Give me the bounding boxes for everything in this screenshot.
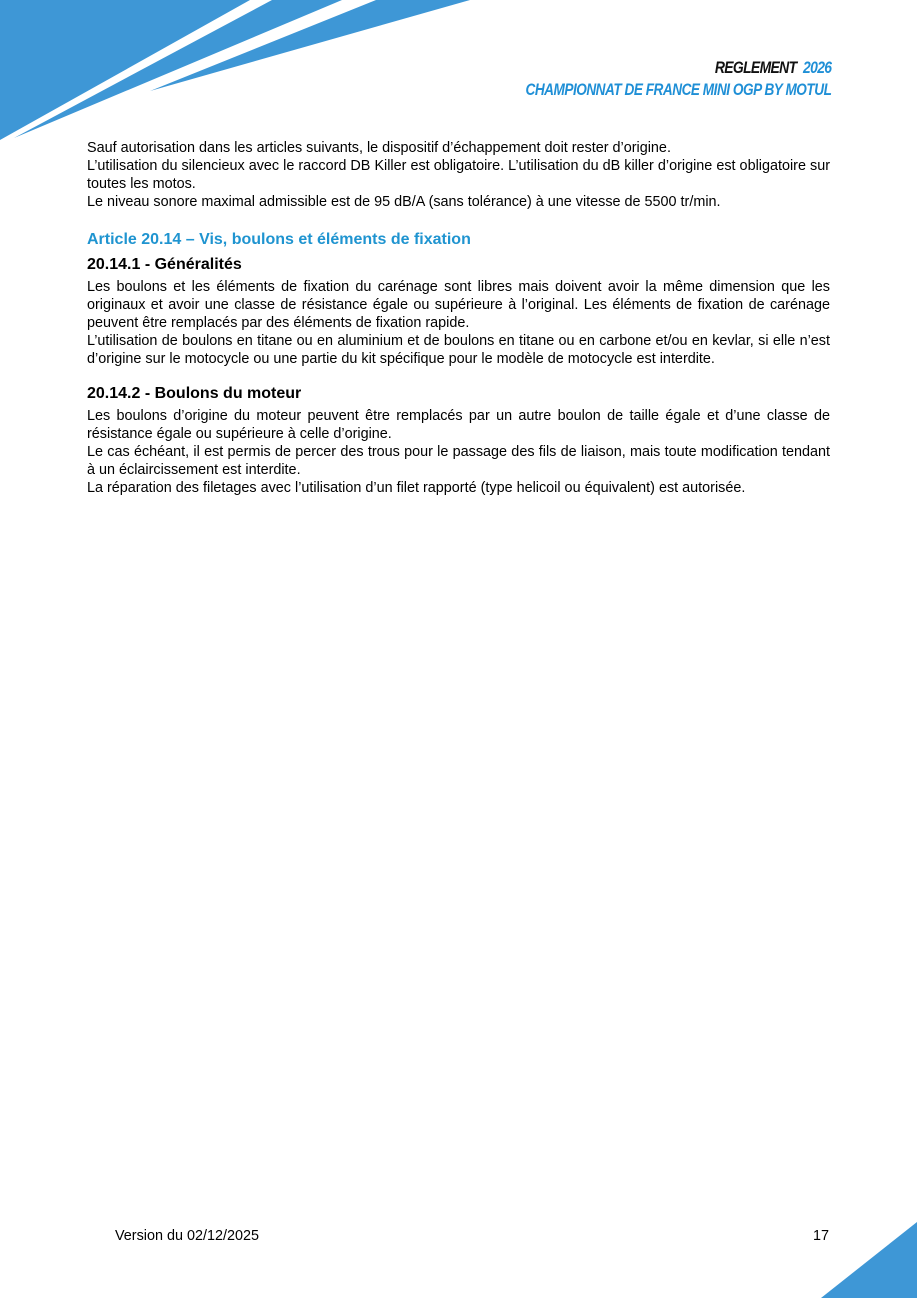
footer-decoration-triangle <box>819 1220 919 1300</box>
document-header <box>449 57 831 101</box>
article-title: Article 20.14 – Vis, boulons et éléments de fixation <box>87 231 471 248</box>
header-subtitle: CHAMPIONNAT DE FRANCE MINI OGP BY MOTUL <box>525 80 831 99</box>
section-paragraph: Le cas échéant, il est permis de percer des trous pour le passage des fils de liaison, mais toute modification tendant à un éclaircissement est interdite. <box>87 444 830 478</box>
header-decoration-stripes <box>0 0 480 145</box>
page-number: 17 <box>813 1228 830 1244</box>
intro-paragraph: Sauf autorisation dans les articles suivants, le dispositif d’échappement doit rester d’origine. <box>87 140 671 156</box>
section-paragraph: Les boulons et les éléments de fixation du carénage sont libres mais doivent avoir la même dimension que les originaux et avoir une classe de résistance égale ou supérieure à l’original. Les éléments de fixation de carénage peuvent être remplacés par des éléments de fixation rapide. <box>87 279 830 331</box>
section-title: 20.14.1 - Généralités <box>87 256 242 273</box>
header-title: REGLEMENT <box>714 58 797 77</box>
section-paragraph: L’utilisation de boulons en titane ou en aluminium et de boulons en titane ou en carbone et/ou en kevlar, si elle n’est d’origine sur le motocycle ou une partie du kit spécifique pour le modèle de motocycle est interdite. <box>87 333 830 367</box>
section-paragraph: Les boulons d’origine du moteur peuvent être remplacés par un autre boulon de taille égale et d’une classe de résistance égale ou supérieure à celle d’origine. <box>87 408 830 442</box>
section-paragraph: La réparation des filetages avec l’utilisation d’un filet rapporté (type helicoil ou équivalent) est autorisée. <box>87 480 746 496</box>
section-title: 20.14.2 - Boulons du moteur <box>87 385 302 402</box>
header-year: 2026 <box>802 58 831 77</box>
decoration-triangle <box>821 1222 917 1298</box>
footer-version: Version du 02/12/2025 <box>115 1228 260 1244</box>
document-body <box>87 139 830 497</box>
intro-paragraph: Le niveau sonore maximal admissible est de 95 dB/A (sans tolérance) à une vitesse de 5500 tr/min. <box>87 194 721 210</box>
intro-paragraph: L’utilisation du silencieux avec le raccord DB Killer est obligatoire. L’utilisation du dB killer d’origine est obligatoire sur toutes les motos. <box>87 158 830 192</box>
header-title-line <box>517 57 831 79</box>
